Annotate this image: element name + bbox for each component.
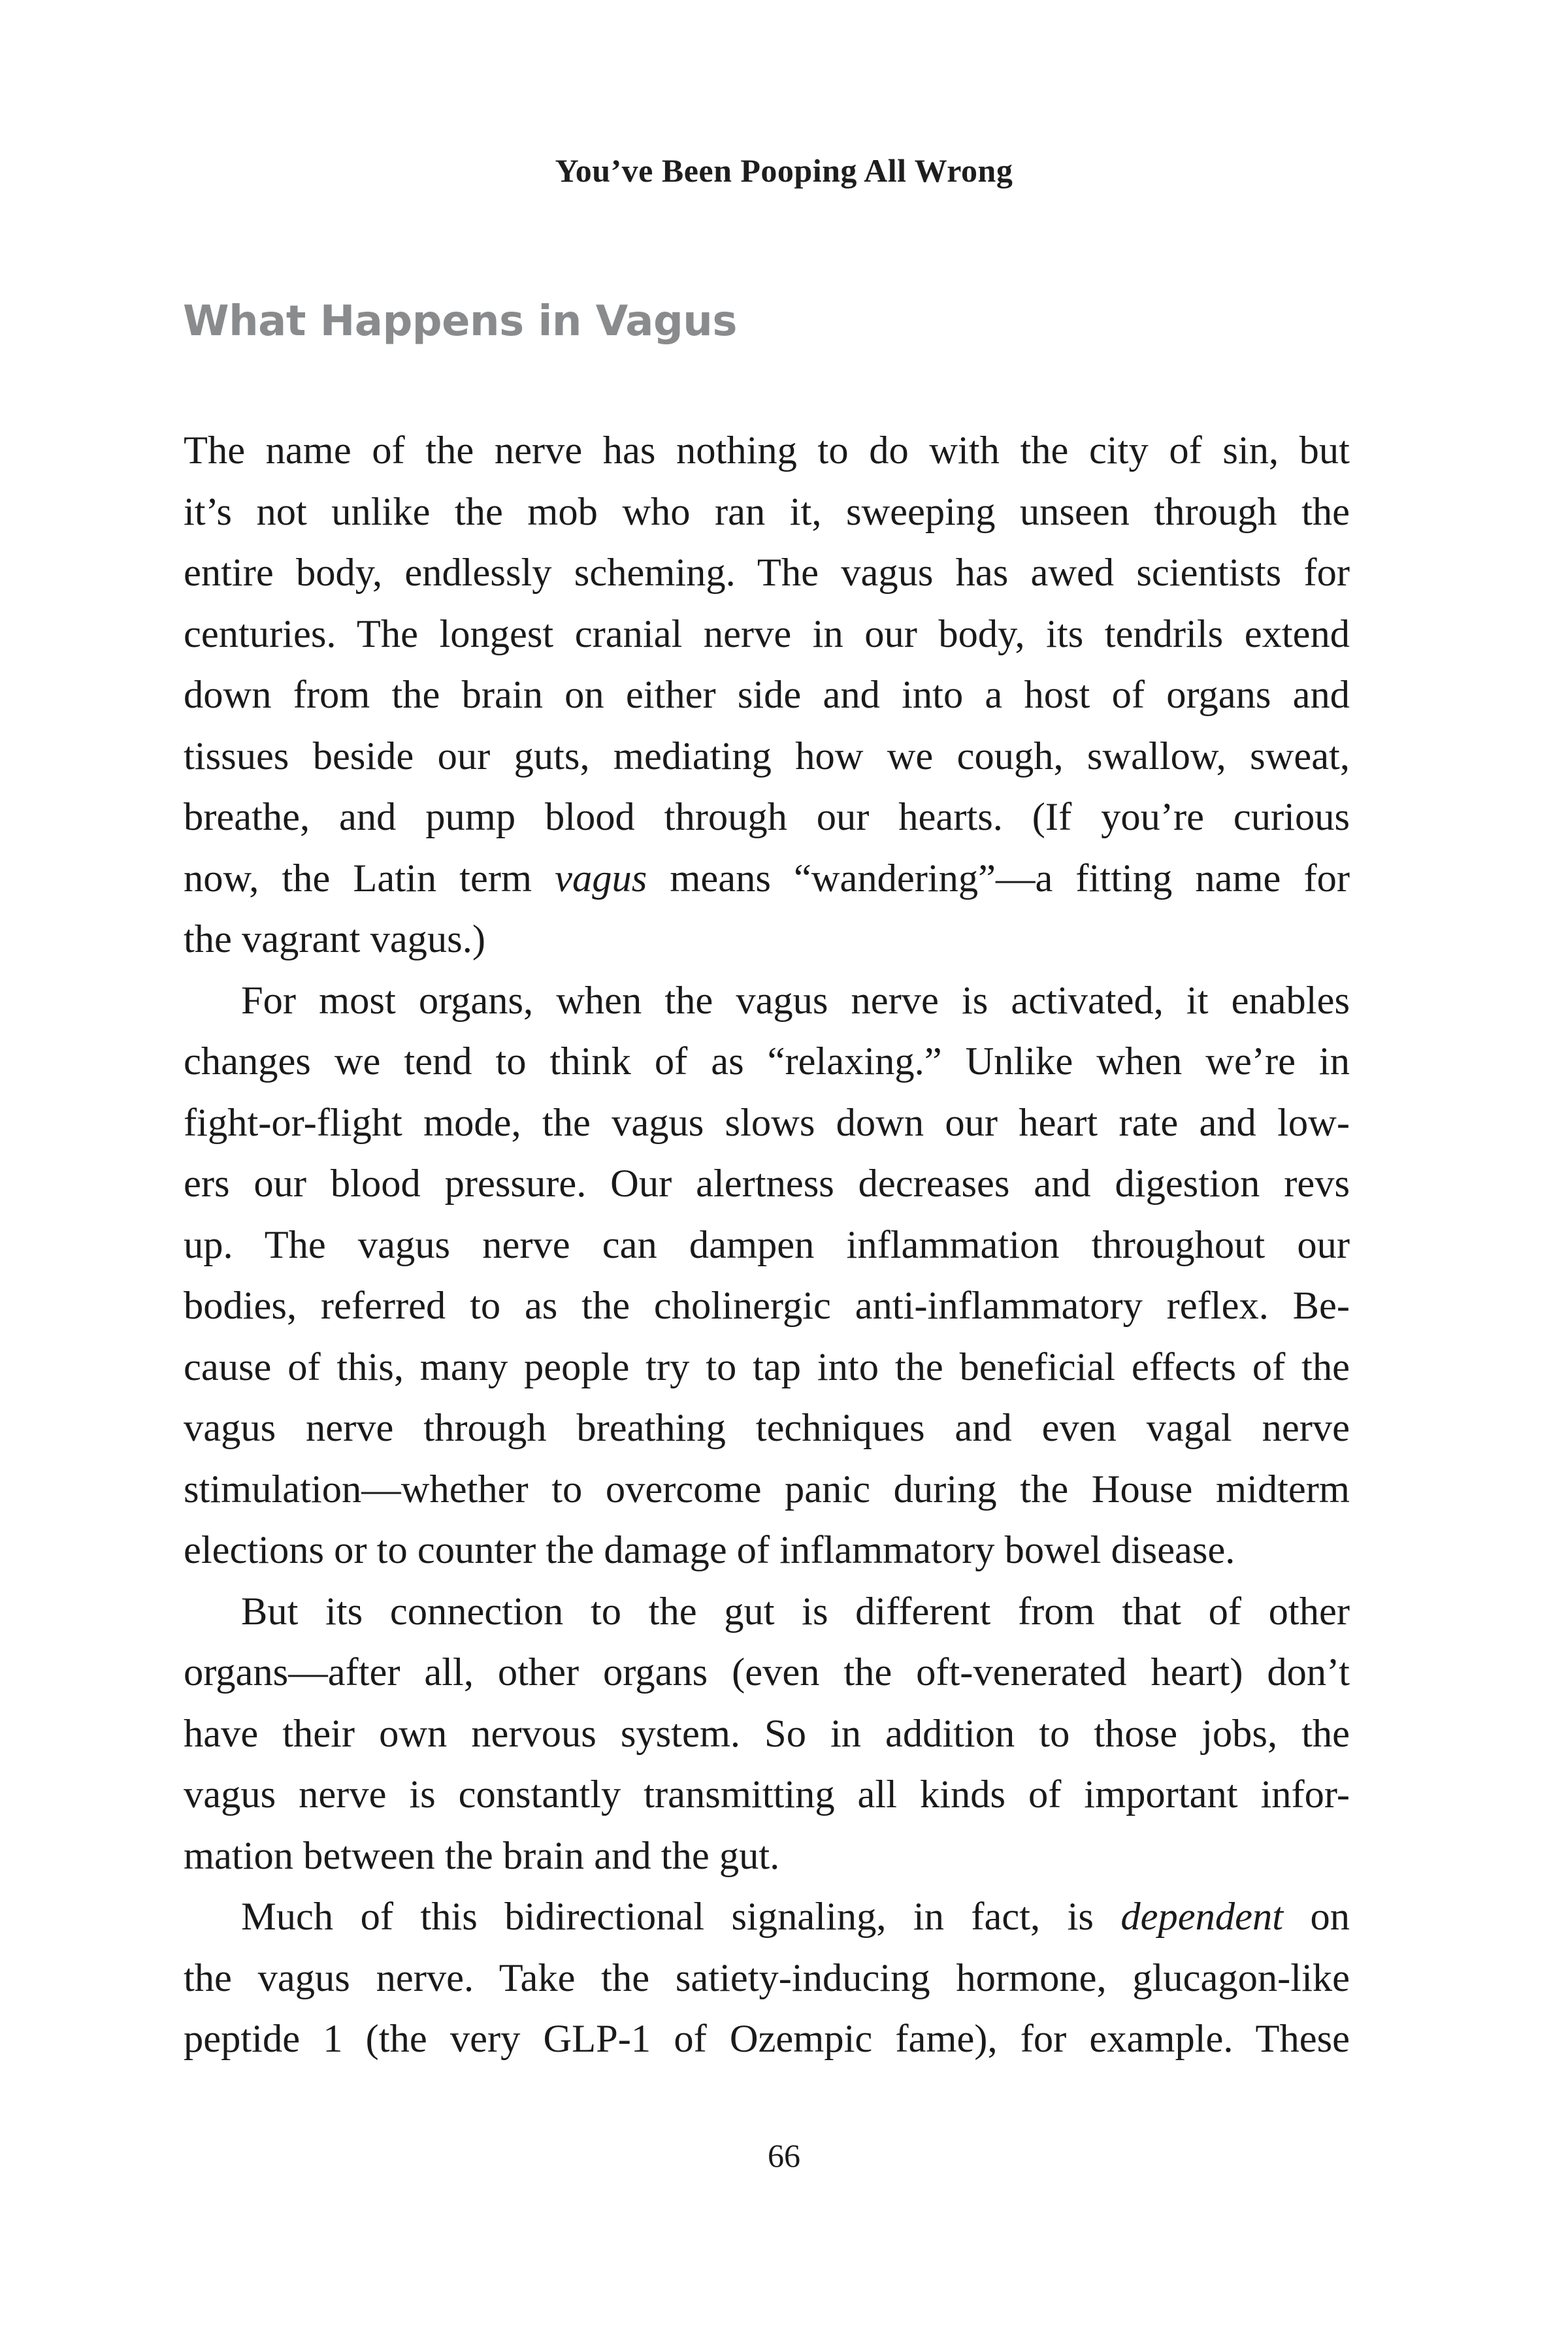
text-line: But its connection to the gut is different from that of other xyxy=(241,1589,1350,1633)
running-head: You’ve Been Pooping All Wrong xyxy=(555,152,1013,189)
text-line: For most organs, when the vagus nerve is activated, it enables xyxy=(241,978,1350,1023)
text-line: up. The vagus nerve can dampen inflammation throughout our xyxy=(184,1222,1350,1267)
body-text xyxy=(184,420,1350,2070)
section-heading: What Happens in Vagus xyxy=(183,297,737,346)
text-line: now, the Latin term vagus means “wandering”—a fitting name for xyxy=(184,856,1350,900)
text-line: changes we tend to think of as “relaxing.” Unlike when we’re in xyxy=(184,1040,1350,1083)
text-line: mation between the brain and the gut. xyxy=(184,1833,780,1878)
text-line: vagus nerve through breathing techniques and even vagal nerve xyxy=(184,1406,1350,1450)
text-line: down from the brain on either side and into a host of organs and xyxy=(184,673,1350,717)
text-line: organs—after all, other organs (even the oft-venerated heart) don’t xyxy=(184,1650,1350,1694)
text-line: the vagrant vagus.) xyxy=(184,917,485,961)
text-line: breathe, and pump blood through our hearts. (If you’re curious xyxy=(184,795,1350,839)
text-line: peptide 1 (the very GLP-1 of Ozempic fame), for example. These xyxy=(184,2017,1350,2061)
text-line: the vagus nerve. Take the satiety-inducing hormone, glucagon-like xyxy=(184,1956,1350,2000)
text-line: entire body, endlessly scheming. The vagus has awed scientists for xyxy=(184,551,1350,595)
page-number: 66 xyxy=(768,2137,800,2174)
text-line: stimulation—whether to overcome panic during the House midterm xyxy=(184,1467,1350,1511)
text-line: ers our blood pressure. Our alertness decreases and digestion revs xyxy=(184,1162,1350,1205)
text-line: cause of this, many people try to tap into the beneficial effects of the xyxy=(184,1345,1350,1389)
text-line: The name of the nerve has nothing to do with the city of sin, but xyxy=(184,429,1350,472)
text-line: tissues beside our guts, mediating how we cough, swallow, sweat, xyxy=(184,734,1350,778)
text-line: elections or to counter the damage of inflammatory bowel disease. xyxy=(184,1528,1235,1572)
text-line: Much of this bidirectional signaling, in fact, is dependent on xyxy=(241,1895,1350,1939)
text-line: centuries. The longest cranial nerve in our body, its tendrils extend xyxy=(184,612,1350,656)
text-line: fight-or-flight mode, the vagus slows down our heart rate and low- xyxy=(184,1100,1350,1145)
text-line: bodies, referred to as the cholinergic anti-inflammatory reflex. Be- xyxy=(184,1284,1350,1328)
text-line: it’s not unlike the mob who ran it, sweeping unseen through the xyxy=(184,489,1350,534)
text-line: vagus nerve is constantly transmitting all kinds of important infor- xyxy=(184,1773,1350,1816)
text-line: have their own nervous system. So in addition to those jobs, the xyxy=(184,1711,1350,1756)
